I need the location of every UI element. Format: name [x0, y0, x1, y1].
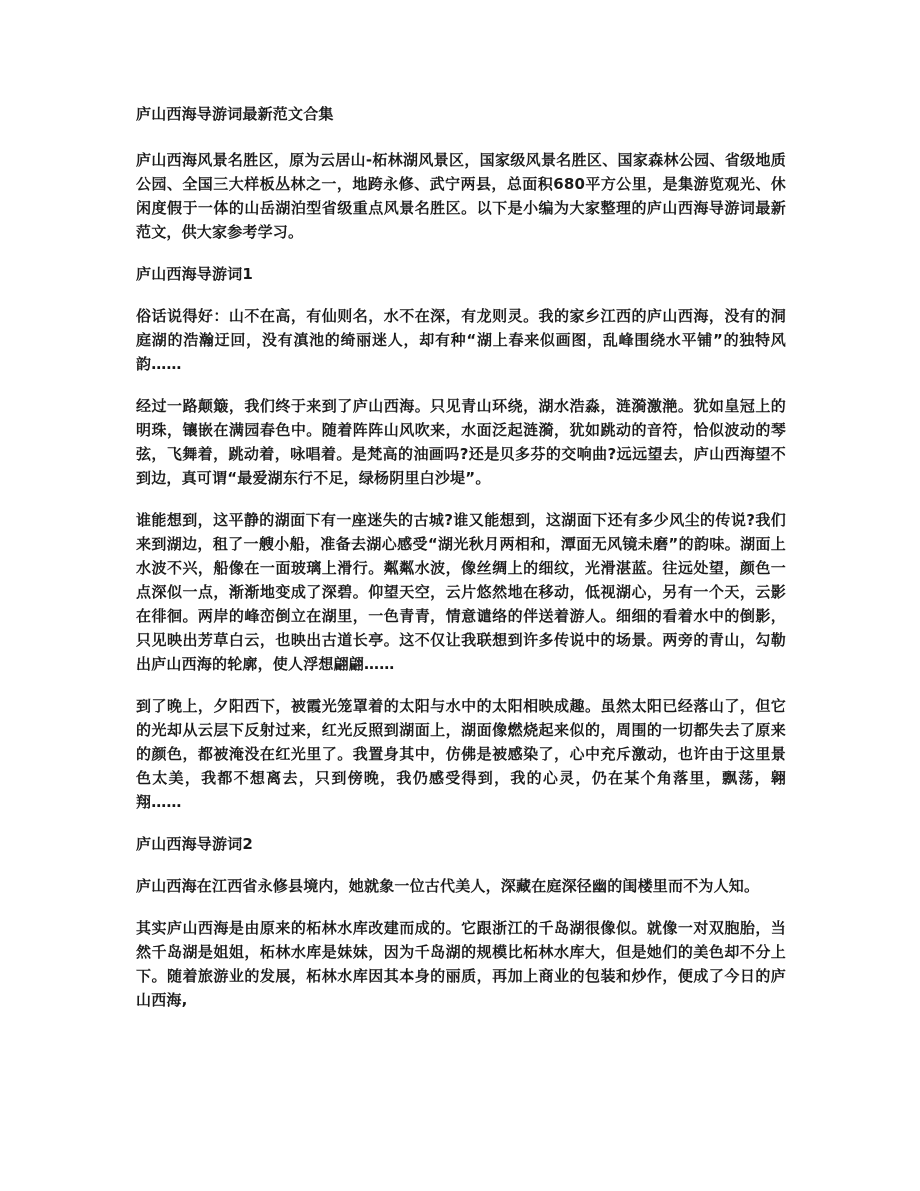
section-heading-1: 庐山西海导游词1: [136, 265, 254, 283]
document-title: 庐山西海导游词最新范文合集: [136, 105, 334, 123]
section-1-paragraph-4: 到了晚上，夕阳西下，被霞光笼罩着的太阳与水中的太阳相映成趣。虽然太阳已经落山了，但它的光却从云层下反射过来，红光反照到湖面上，湖面像燃烧起来似的，周围的一切都失去了原来的颜色，都被淹没在红光里了。我置身其中，仿佛是被感染了，心中充斥激动，也许由于这里景色太美，我都不想离去，只到傍晚，我仍感受得到，我的心灵，仍在某个角落里，飘荡，翱翔……: [136, 697, 786, 811]
document-page: [136, 102, 786, 1030]
section-2-paragraph-2: 其实庐山西海是由原来的柘林水库改建而成的。它跟浙江的千岛湖很像似。就像一对双胞胎，当然千岛湖是姐姐，柘林水库是妹妹，因为千岛湖的规模比柘林水库大，但是她们的美色却不分上下。随着旅游业的发展，柘林水库因其本身的丽质，再加上商业的包装和炒作，便成了今日的庐山西海,: [136, 919, 786, 1009]
section-1-paragraph-2: 经过一路颠簸，我们终于来到了庐山西海。只见青山环绕，湖水浩淼，涟漪激滟。犹如皇冠上的明珠，镶嵌在满园春色中。随着阵阵山风吹来，水面泛起涟漪，犹如跳动的音符，恰似波动的琴弦，飞舞着，跳动着，咏唱着。是梵高的油画吗?还是贝多芬的交响曲?远远望去，庐山西海望不到边，真可谓“最爱湖东行不足，绿杨阴里白沙堤”。: [136, 397, 786, 487]
section-heading-2: 庐山西海导游词2: [136, 835, 254, 853]
section-2-paragraph-1: 庐山西海在江西省永修县境内，她就象一位古代美人，深藏在庭深径幽的闺楼里而不为人知。: [136, 877, 760, 895]
intro-paragraph: 庐山西海风景名胜区，原为云居山-柘林湖风景区，国家级风景名胜区、国家森林公园、省级地质公园、全国三大样板丛林之一，地跨永修、武宁两县，总面积680平方公里，是集游览观光、休闲度假于一体的山岳湖泊型省级重点风景名胜区。以下是小编为大家整理的庐山西海导游词最新范文，供大家参考学习。: [136, 151, 786, 241]
section-1-paragraph-3: 谁能想到，这平静的湖面下有一座迷失的古城?谁又能想到，这湖面下还有多少风尘的传说?我们来到湖边，租了一艘小船，准备去湖心感受“湖光秋月两相和，潭面无风镜未磨”的韵味。湖面上水波不兴，船像在一面玻璃上滑行。粼粼水波，像丝绸上的细纹，光滑湛蓝。往远处望，颜色一点深似一点，渐渐地变成了深碧。仰望天空，云片悠然地在移动，低视湖心，另有一个天，云影在徘徊。两岸的峰峦倒立在湖里，一色青青，情意谴络的伴送着游人。细细的看着水中的倒影，只见映出芳草白云，也映出古道长亭。这不仅让我联想到许多传说中的场景。两旁的青山，勾勒出庐山西海的轮廓，使人浮想翩翩……: [136, 511, 786, 673]
section-1-paragraph-1: 俗话说得好：山不在高，有仙则名，水不在深，有龙则灵。我的家乡江西的庐山西海，没有的洞庭湖的浩瀚迂回，没有滇池的绮丽迷人，却有种“湖上春来似画图，乱峰围绕水平铺”的独特风韵……: [136, 307, 786, 373]
